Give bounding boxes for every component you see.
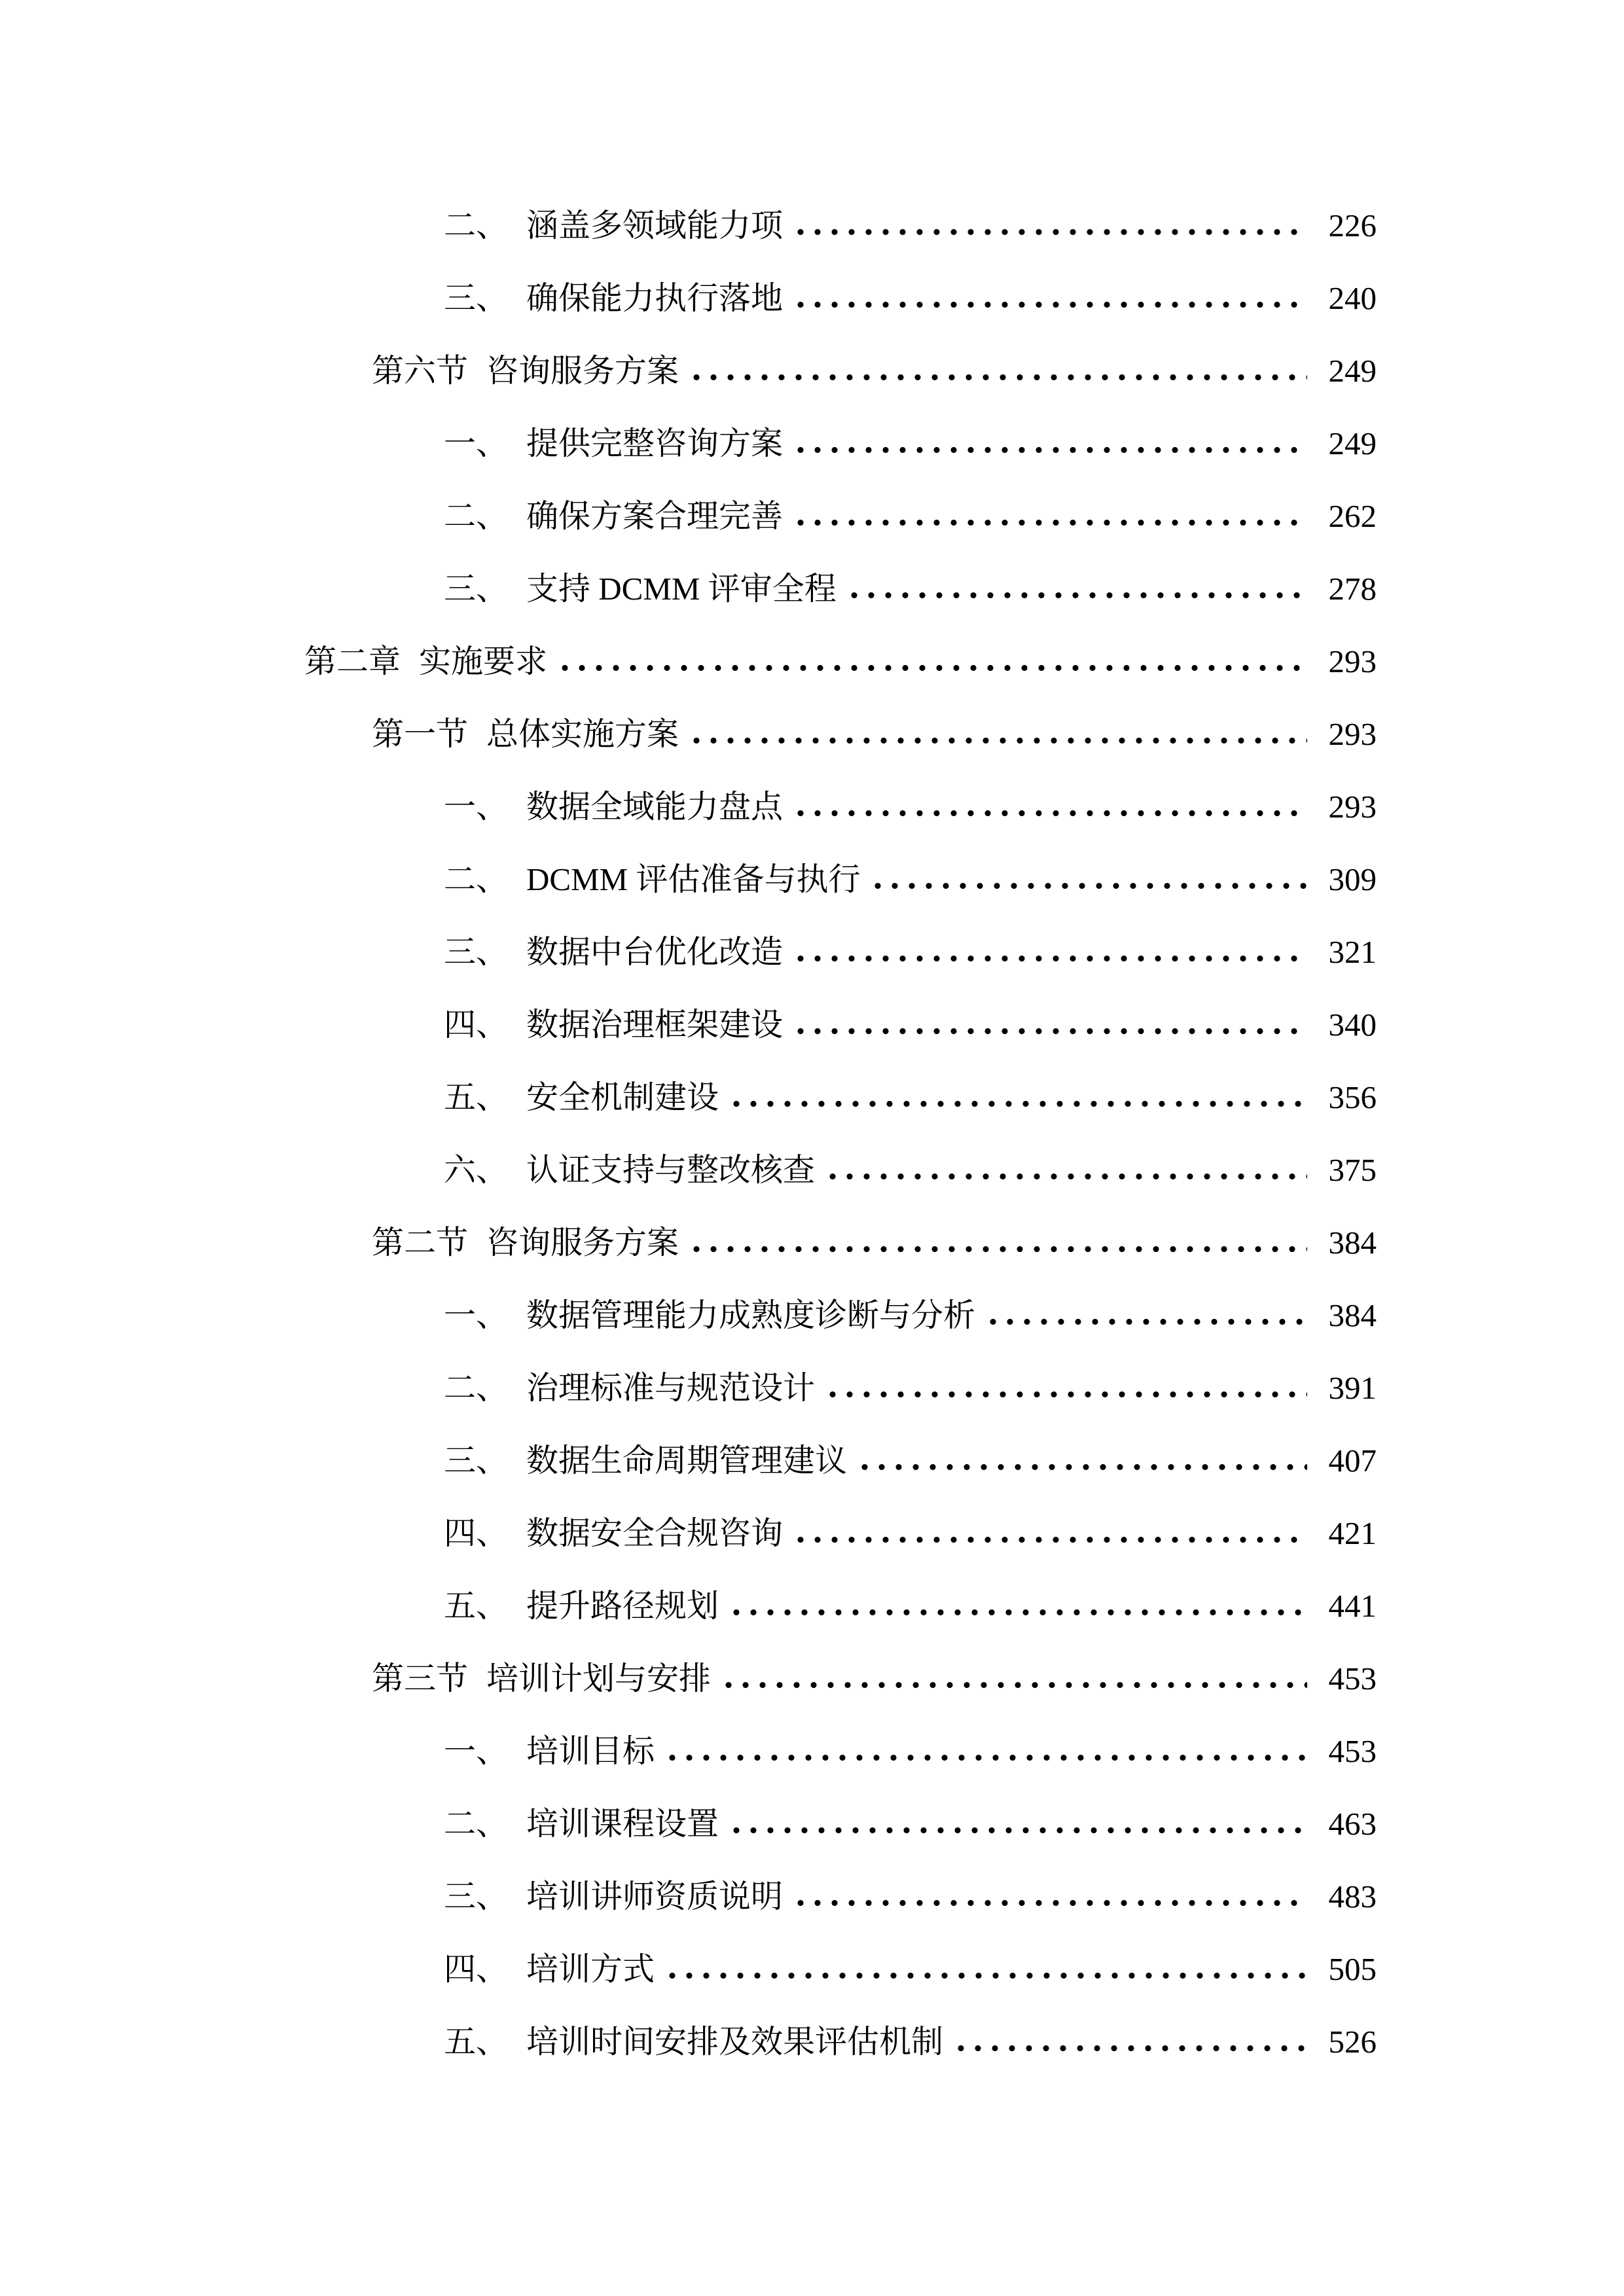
toc-entry[interactable] (0, 1206, 1624, 1279)
toc-dot-leader (728, 1061, 1307, 1134)
toc-entry-numbering: 三、 (444, 571, 509, 607)
toc-entry-numbering: 二、 (444, 1370, 509, 1406)
toc-list (0, 189, 1624, 2078)
toc-dot-leader (792, 770, 1307, 843)
toc-entry[interactable] (0, 1061, 1624, 1134)
toc-entry-numbering: 第一节 (372, 716, 469, 752)
toc-dot-leader (856, 1424, 1307, 1497)
toc-entry-title: 数据生命周期管理建议 (526, 1443, 848, 1479)
toc-entry-page-number: 453 (1328, 1660, 1377, 1696)
toc-entry[interactable] (0, 2005, 1624, 2078)
toc-entry-numbering: 一、 (444, 1733, 509, 1769)
toc-entry-numbering: 四、 (444, 1951, 509, 1987)
toc-entry-title: 实施要求 (419, 643, 548, 679)
toc-entry-page-number: 483 (1328, 1878, 1377, 1914)
toc-entry[interactable] (0, 625, 1624, 698)
toc-entry-title: 培训课程设置 (526, 1806, 719, 1842)
toc-entry-title: 确保能力执行落地 (526, 280, 784, 316)
toc-entry-page-number: 226 (1328, 207, 1377, 243)
toc-dot-leader (792, 480, 1307, 552)
toc-entry-page-number: 407 (1328, 1443, 1377, 1479)
toc-entry[interactable] (0, 1933, 1624, 2005)
toc-entry-numbering: 一、 (444, 425, 509, 461)
toc-entry-numbering: 四、 (444, 1007, 509, 1043)
toc-entry-numbering: 第六节 (372, 353, 469, 389)
toc-dot-leader (792, 262, 1307, 334)
toc-entry[interactable] (0, 1352, 1624, 1424)
toc-entry-title: 支持 DCMM 评审全程 (526, 571, 837, 607)
toc-entry-title: 培训方式 (526, 1951, 655, 1987)
toc-dot-leader (664, 1715, 1307, 1787)
toc-entry-title: 培训讲师资质说明 (526, 1878, 784, 1914)
toc-entry-page-number: 391 (1328, 1370, 1377, 1406)
toc-entry-page-number: 356 (1328, 1079, 1377, 1115)
toc-entry-numbering: 一、 (444, 789, 509, 825)
toc-dot-leader (720, 1642, 1307, 1715)
toc-entry[interactable] (0, 1134, 1624, 1206)
toc-entry[interactable] (0, 770, 1624, 843)
toc-entry-page-number: 293 (1328, 716, 1377, 752)
toc-entry-title: 数据中台优化改造 (526, 934, 784, 970)
toc-entry[interactable] (0, 1570, 1624, 1642)
toc-entry-page-number: 249 (1328, 425, 1377, 461)
toc-entry-numbering: 四、 (444, 1515, 509, 1551)
toc-entry-numbering: 三、 (444, 934, 509, 970)
toc-entry-page-number: 441 (1328, 1588, 1377, 1624)
toc-entry-page-number: 293 (1328, 789, 1377, 825)
toc-dot-leader (728, 1570, 1307, 1642)
toc-entry-title: 咨询服务方案 (486, 353, 679, 389)
toc-dot-leader (824, 1352, 1307, 1424)
toc-dot-leader (664, 1933, 1307, 2005)
toc-entry[interactable] (0, 843, 1624, 916)
toc-entry-title: 咨询服务方案 (486, 1225, 679, 1261)
toc-entry-page-number: 309 (1328, 861, 1377, 897)
toc-entry-title: 数据治理框架建设 (526, 1007, 784, 1043)
toc-entry-title: 提升路径规划 (526, 1588, 719, 1624)
toc-dot-leader (984, 1279, 1307, 1352)
toc-entry-numbering: 三、 (444, 1878, 509, 1914)
toc-entry[interactable] (0, 916, 1624, 988)
toc-entry-page-number: 249 (1328, 353, 1377, 389)
toc-entry-page-number: 463 (1328, 1806, 1377, 1842)
toc-entry-numbering: 二、 (444, 1806, 509, 1842)
toc-entry-page-number: 453 (1328, 1733, 1377, 1769)
toc-entry[interactable] (0, 1497, 1624, 1570)
toc-entry-page-number: 526 (1328, 2024, 1377, 2060)
toc-entry-page-number: 240 (1328, 280, 1377, 316)
toc-entry-title: DCMM 评估准备与执行 (526, 861, 861, 897)
toc-entry[interactable] (0, 1715, 1624, 1787)
toc-entry[interactable] (0, 334, 1624, 407)
toc-entry-title: 数据安全合规咨询 (526, 1515, 784, 1551)
toc-entry-numbering: 五、 (444, 1588, 509, 1624)
toc-dot-leader (952, 2005, 1307, 2078)
toc-entry-numbering: 三、 (444, 1443, 509, 1479)
toc-entry-title: 数据管理能力成熟度诊断与分析 (526, 1297, 976, 1333)
toc-entry-title: 涵盖多领域能力项 (526, 207, 784, 243)
toc-entry-numbering: 第二章 (304, 643, 401, 679)
toc-dot-leader (792, 407, 1307, 480)
toc-entry-page-number: 340 (1328, 1007, 1377, 1043)
toc-entry-page-number: 321 (1328, 934, 1377, 970)
toc-dot-leader (869, 843, 1307, 916)
toc-entry-numbering: 二、 (444, 207, 509, 243)
toc-entry-title: 总体实施方案 (486, 716, 679, 752)
toc-entry[interactable] (0, 1642, 1624, 1715)
toc-entry[interactable] (0, 480, 1624, 552)
toc-dot-leader (792, 916, 1307, 988)
toc-entry[interactable] (0, 988, 1624, 1061)
toc-entry-title: 培训时间安排及效果评估机制 (526, 2024, 944, 2060)
toc-entry-title: 培训目标 (526, 1733, 655, 1769)
toc-entry-numbering: 六、 (444, 1152, 509, 1188)
toc-entry-title: 确保方案合理完善 (526, 498, 784, 534)
toc-dot-leader (792, 988, 1307, 1061)
toc-dot-leader (792, 1860, 1307, 1933)
toc-entry[interactable] (0, 1860, 1624, 1933)
toc-entry-numbering: 第二节 (372, 1225, 469, 1261)
toc-dot-leader (824, 1134, 1307, 1206)
toc-entry-numbering: 第三节 (372, 1660, 469, 1696)
toc-entry[interactable] (0, 407, 1624, 480)
toc-entry-numbering: 五、 (444, 2024, 509, 2060)
toc-entry[interactable] (0, 552, 1624, 625)
toc-entry-title: 提供完整咨询方案 (526, 425, 784, 461)
toc-dot-leader (846, 552, 1307, 625)
toc-entry[interactable] (0, 1787, 1624, 1860)
toc-entry-page-number: 421 (1328, 1515, 1377, 1551)
toc-entry-page-number: 384 (1328, 1225, 1377, 1261)
toc-dot-leader (792, 1497, 1307, 1570)
toc-dot-leader (688, 1206, 1307, 1279)
toc-entry[interactable] (0, 1424, 1624, 1497)
toc-entry-page-number: 278 (1328, 571, 1377, 607)
toc-entry[interactable] (0, 698, 1624, 770)
toc-dot-leader (792, 189, 1307, 262)
toc-entry-title: 认证支持与整改核查 (526, 1152, 816, 1188)
toc-entry[interactable] (0, 189, 1624, 262)
toc-entry-numbering: 二、 (444, 498, 509, 534)
toc-entry-page-number: 262 (1328, 498, 1377, 534)
toc-entry-page-number: 293 (1328, 643, 1377, 679)
toc-entry-page-number: 505 (1328, 1951, 1377, 1987)
toc-entry-title: 治理标准与规范设计 (526, 1370, 816, 1406)
toc-entry-numbering: 三、 (444, 280, 509, 316)
toc-entry-numbering: 一、 (444, 1297, 509, 1333)
toc-dot-leader (728, 1787, 1307, 1860)
toc-entry-numbering: 五、 (444, 1079, 509, 1115)
toc-entry[interactable] (0, 1279, 1624, 1352)
toc-entry-page-number: 375 (1328, 1152, 1377, 1188)
toc-entry-title: 数据全域能力盘点 (526, 789, 784, 825)
toc-entry-numbering: 二、 (444, 861, 509, 897)
toc-entry[interactable] (0, 262, 1624, 334)
toc-entry-title: 安全机制建设 (526, 1079, 719, 1115)
toc-dot-leader (556, 625, 1307, 698)
toc-entry-page-number: 384 (1328, 1297, 1377, 1333)
toc-dot-leader (688, 698, 1307, 770)
toc-entry-title: 培训计划与安排 (486, 1660, 712, 1696)
toc-dot-leader (688, 334, 1307, 407)
